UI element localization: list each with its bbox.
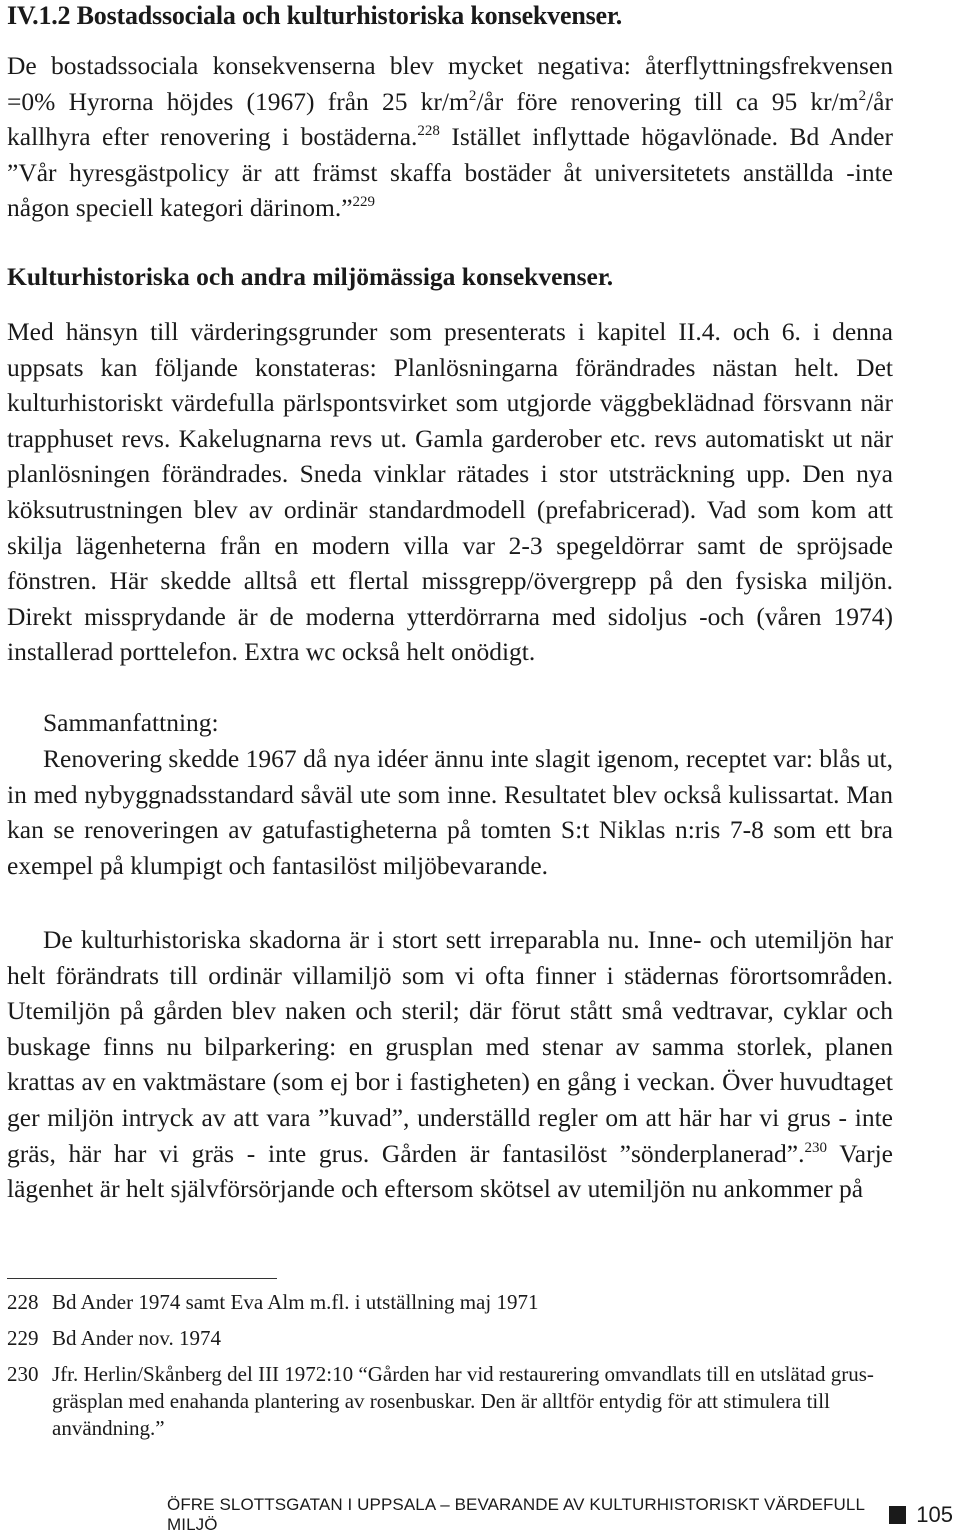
footnote-text: Bd Ander 1974 samt Eva Alm m.fl. i utställning maj 1971 [52,1290,539,1314]
summary-label: Sammanfattning: [43,708,219,737]
page-body [7,0,893,1204]
para1-text-c: /år kallhyra efter renovering i bostäderna. [7,86,893,152]
footnote-ref-228[interactable]: 228 [417,123,440,140]
superscript-squared: 2 [468,87,477,104]
paragraph-housing-consequences [7,48,893,226]
footnote-228 [7,1289,893,1316]
running-title: ÖFRE SLOTTSGATAN I UPPSALA – BEVARANDE AV KULTURHISTORISKT VÄRDEFULL MILJÖ [167,1495,865,1534]
paragraph-damage [7,922,893,1207]
footnote-number: 228 [7,1290,39,1314]
footnote-number: 230 [7,1362,39,1386]
page-footer [167,1495,953,1534]
square-marker-icon [889,1506,906,1524]
para1-text-d: Istället inflyttade högavlönade. Bd Ander ”Vår hyresgästpolicy är att främst skaffa bostäder åt universitetets anställda -inte någon speciell kategori därinom.” [7,122,893,223]
paragraph-cultural-consequences: Med hänsyn till värderingsgrunder som presenterats i kapitel II.4. och 6. i denna uppsats kan följande konstateras: Planlösningarna förändrades nästan helt. Det kulturhistoriskt värdefulla pärlspontsvirket som utgjorde väggbeklädnad försvann när trapphuset revs. Kakelugnarna revs ut. Gamla garderober etc. revs automatiskt ut när planlösningen förändrades. Sneda vinklar rätades i stor utsträckning upp. Den nya köksutrustningen blev av ordinär standardmodell (prefabricerad). Vad som kom att skilja lägenheterna från en modern villa var 2-3 spegeldörrar samt de spröjsade fönstren. Här skedde alltså ett flertal missgrepp/övergrepp på den fysiska miljön. Direkt missprydande är de moderna ytterdörrarna med sidoljus -och (våren 1974) installerad porttelefon. Extra wc också helt onödigt. [7,317,893,667]
footnote-ref-230[interactable]: 230 [804,1139,827,1156]
footnote-text: Jfr. Herlin/Skånberg del III 1972:10 “Gården har vid restaurering omvandlats till en utslätad grus- gräsplan med enahanda plantering av rosenbuskar. Den är alltför entydig för att stimulera till användning.” [52,1362,874,1440]
footnotes [7,1289,893,1451]
subheading: Kulturhistoriska och andra miljömässiga konsekvenser. [7,262,614,291]
footnote-ref-229[interactable]: 229 [352,194,376,211]
footnote-number: 229 [7,1326,39,1350]
footnote-divider [7,1278,277,1279]
superscript-squared: 2 [858,87,867,104]
paragraph-summary: Renovering skedde 1967 då nya idéer ännu inte slagit igenom, receptet var: blås ut, in med nybyggnadsstandard såväl ute som inne. Resultatet blev också kulissartat. Man kan se renoveringen av gatufastigheterna på tomten S:t Niklas n:ris 7-8 som ett bra exempel på klumpigt och fantasilöst miljöbevarande. [7,744,893,880]
para1-text-a: De bostadssociala konsekvenserna blev mycket negativa: återflyttningsfrekvensen =0% Hyrorna höjdes (1967) från 25 kr/m [7,51,893,116]
footnote-text: Bd Ander nov. 1974 [52,1326,221,1350]
section-heading: IV.1.2 Bostadssociala och kulturhistoriska konsekvenser. [7,1,623,30]
para4-text-b: Varje lägenhet är helt självförsörjande och eftersom skötsel av utemiljön nu ankommer på [7,1138,893,1204]
para1-text-b: /år före renovering till ca 95 kr/m [476,86,859,116]
para4-text-a: De kulturhistoriska skadorna är i stort sett irreparabla nu. Inne- och utemiljön har helt förändrats till ordinär villamiljö som vi ofta finner i städernas förortsområden. Utemiljön på gården blev naken och steril; där förut stått små vedtravar, cyklar och buskage finns nu bilparkering: en grusplan med stenar av samma storlek, planen krattas av en vaktmästare (som ej bor i fastigheten) en gång i veckan. Över huvudtaget ger miljön intryck av att vara ”kuvad”, underställd regler om att här har vi grus - inte gräs, här har vi gräs - inte grus. Gården är fantasilöst ”sönderplanerad”. [7,925,893,1168]
footnote-229 [7,1325,893,1352]
footnote-230 [7,1361,893,1442]
page-number: 105 [916,1502,953,1527]
